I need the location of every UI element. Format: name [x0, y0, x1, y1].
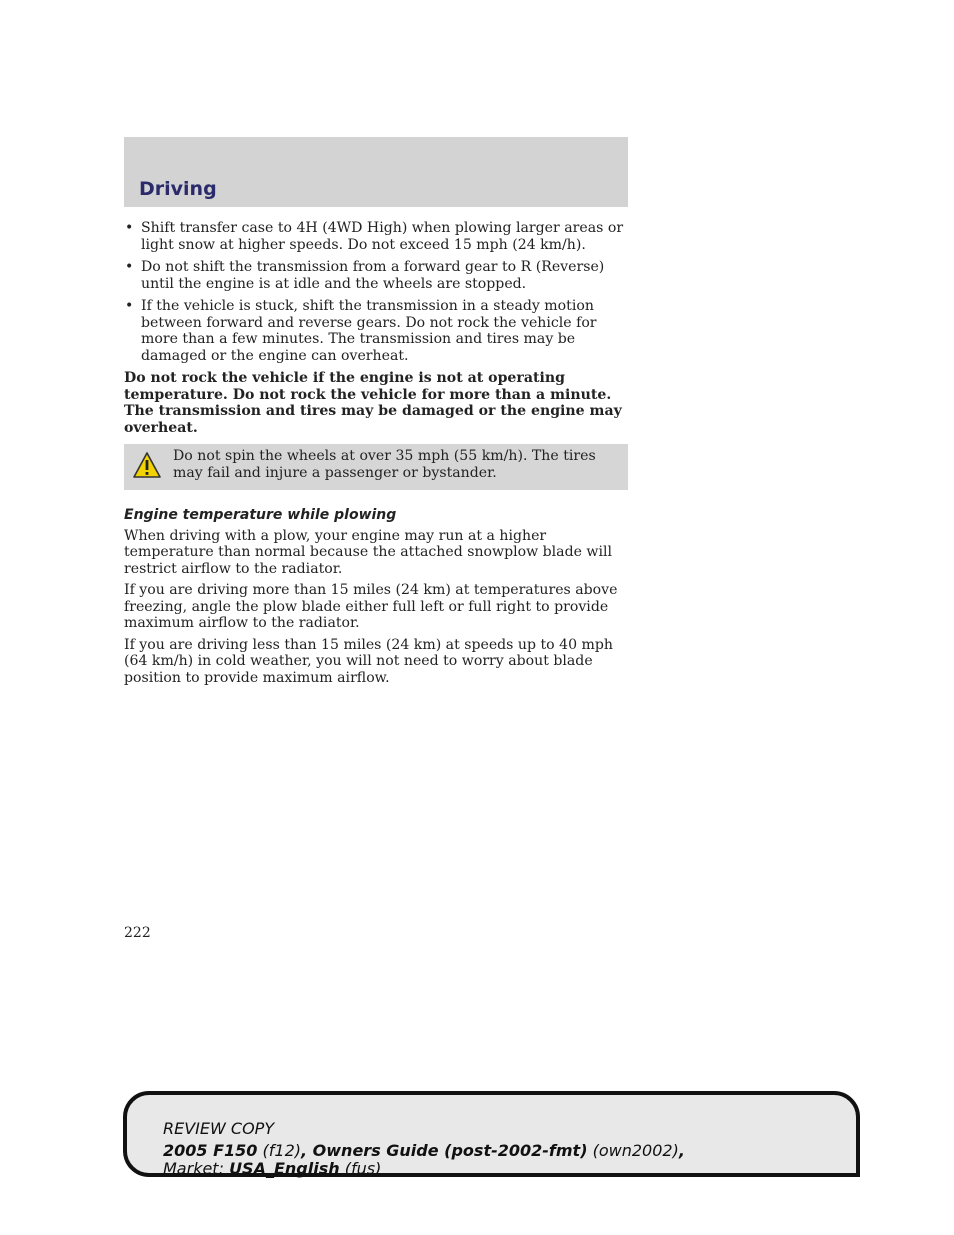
list-item: • Shift transfer case to 4H (4WD High) when plowing larger areas or light snow at higher speeds. Do not exceed 15 mph (24 km/h).	[125, 220, 624, 253]
footer-guide: Owners Guide (post-2002-fmt)	[312, 1141, 588, 1160]
paragraph: If you are driving less than 15 miles (24 km) at speeds up to 40 mph (64 km/h) in cold weather, you will not need to worry about blade position to provide maximum airflow.	[124, 636, 613, 686]
subheading: Engine temperature while plowing	[124, 507, 397, 523]
footer-market-line	[163, 1159, 381, 1178]
section-title: Driving	[139, 178, 217, 200]
bullet-text: Do not shift the transmission from a forward gear to R (Reverse) until the engine is at idle and the wheels are stopped.	[141, 259, 605, 292]
footer-guide-code: (own2002)	[592, 1141, 679, 1160]
paragraph: When driving with a plow, your engine may run at a higher temperature than normal because the attached snowplow blade will restrict airflow to the radiator.	[124, 527, 612, 577]
bullet-text: If the vehicle is stuck, shift the transmission in a steady motion between forward and reverse gears. Do not rock the vehicle for more than a few minutes. The transmission and tires may be damaged or the engine can overheat.	[141, 298, 597, 364]
review-footer	[123, 1091, 860, 1177]
footer-market-label: Market:	[163, 1159, 224, 1178]
footer-model-code: (f12)	[262, 1141, 302, 1160]
bold-caution-paragraph: Do not rock the vehicle if the engine is not at operating temperature. Do not rock the vehicle for more than a minute. The transmission and tires may be damaged or the engine may overheat.	[124, 370, 622, 436]
paragraph: If you are driving more than 15 miles (24 km) at temperatures above freezing, angle the plow blade either full left or full right to provide maximum airflow to the radiator.	[124, 582, 618, 631]
list-item: • Do not shift the transmission from a forward gear to R (Reverse) until the engine is at idle and the wheels are stopped.	[125, 259, 605, 292]
bullet-text: Shift transfer case to 4H (4WD High) when plowing larger areas or light snow at higher speeds. Do not exceed 15 mph (24 km/h).	[141, 220, 624, 253]
footer-model: 2005 F150	[163, 1141, 258, 1160]
warning-triangle-icon	[132, 451, 162, 479]
footer-market-code: (fus)	[344, 1159, 382, 1178]
footer-guide-line	[163, 1141, 685, 1160]
warning-text: Do not spin the wheels at over 35 mph (55 km/h). The tires may fail and injure a passenger or bystander.	[173, 448, 596, 481]
footer-separator: ,	[301, 1141, 313, 1160]
warning-box	[124, 444, 628, 490]
list-item: • If the vehicle is stuck, shift the transmission in a steady motion between forward and reverse gears. Do not rock the vehicle for more than a few minutes. The transmission and tires may be damaged or the engine can overheat.	[125, 298, 597, 364]
footer-separator: ,	[678, 1141, 685, 1160]
section-header	[124, 137, 628, 207]
page-number: 222	[124, 925, 151, 941]
page-content	[124, 220, 628, 691]
footer-market: USA_English	[229, 1159, 340, 1178]
review-copy-label: REVIEW COPY	[163, 1119, 275, 1138]
bullet-list	[124, 220, 628, 364]
